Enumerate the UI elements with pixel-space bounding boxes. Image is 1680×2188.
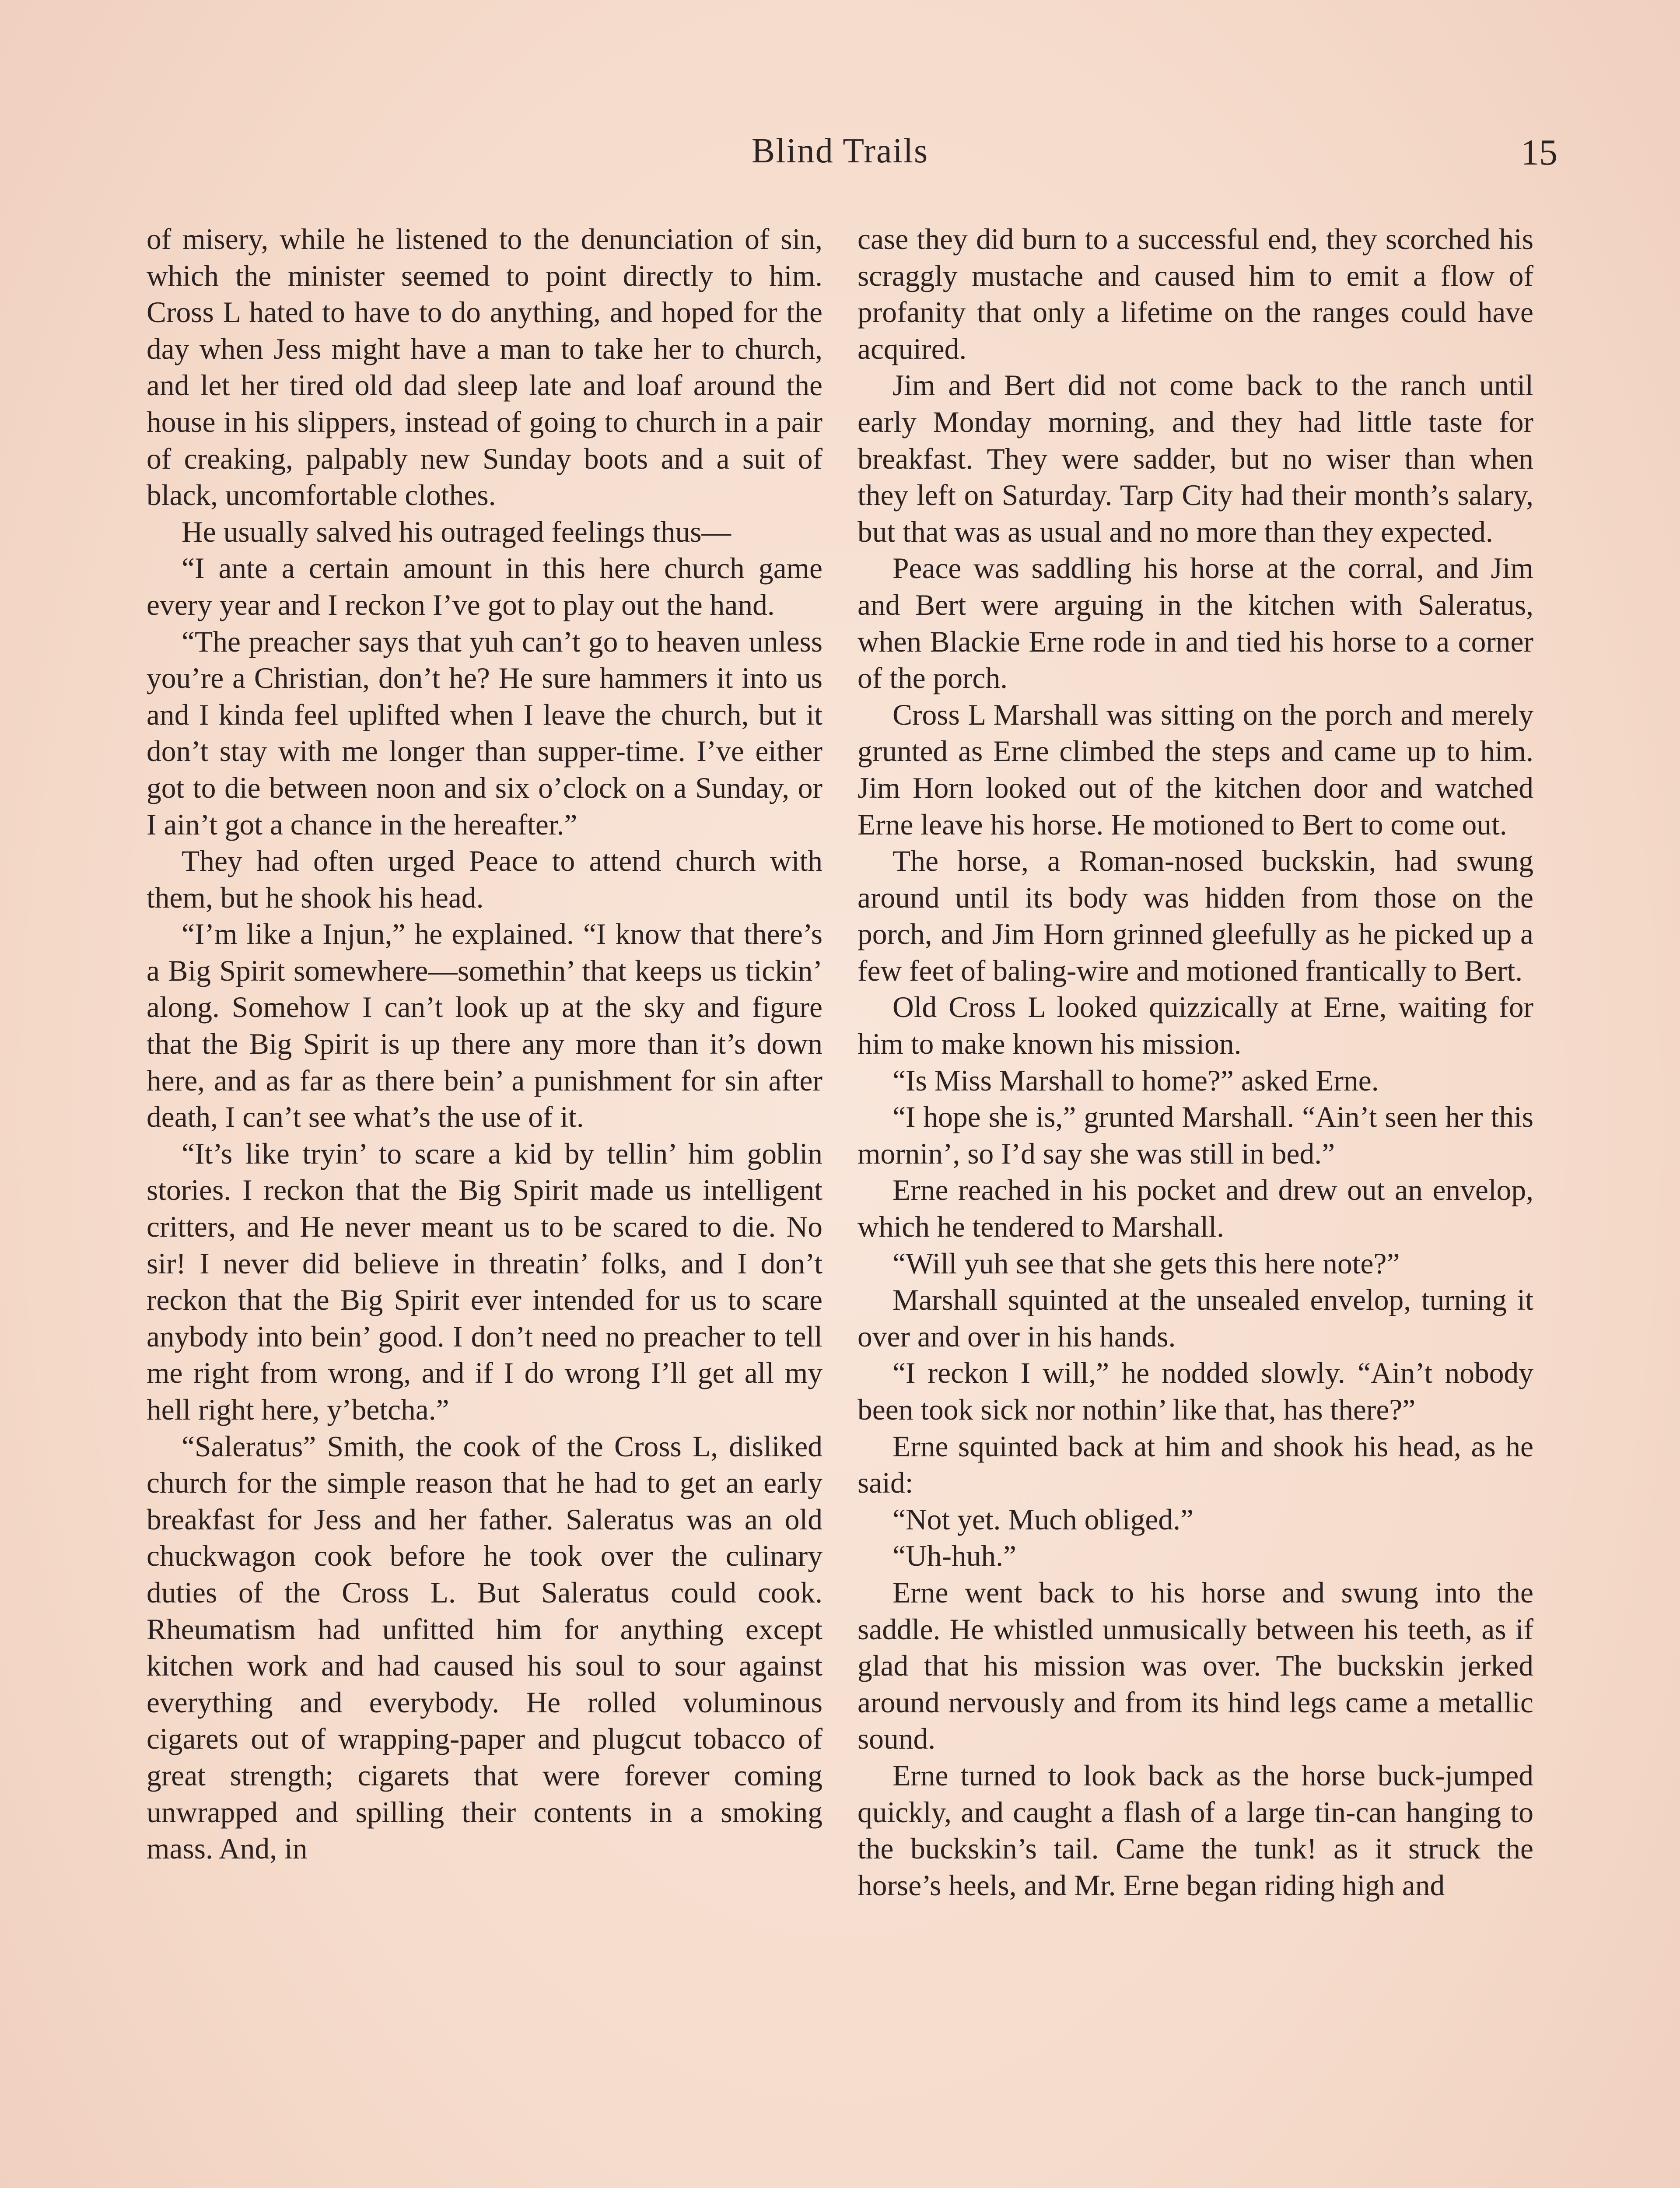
paragraph: Erne squinted back at him and shook his head, as he said:	[858, 1430, 1533, 1500]
page-number: 15	[1521, 132, 1558, 173]
paragraph: case they did burn to a successful end, they scorched his scraggly mustache and caused him to emit a flow of profanity that only a lifetime on the ranges could have acquired.	[858, 223, 1533, 365]
page-header	[0, 131, 1680, 184]
paragraph: Erne reached in his pocket and drew out an envelop, which he tendered to Marshall.	[858, 1174, 1533, 1244]
paragraph: “I’m like a Injun,” he explained. “I know that there’s a Big Spirit somewhere—somethin’ that keeps us tickin’ along. Somehow I can’t look up at the sky and figure that the Big Spirit is up there any more than it’s down here, and as far as there bein’ a punishment for sin after death, I can’t see what’s the use of it.	[147, 918, 822, 1134]
left-column	[147, 221, 822, 1867]
paragraph: “The preacher says that yuh can’t go to heaven unless you’re a Christian, don’t he? He sure hammers it into us and I kinda feel uplifted when I leave the church, but it don’t stay with me longer than supper-time. I’ve either got to die between noon and six o’clock on a Sunday, or I ain’t got a chance in the hereafter.”	[147, 625, 822, 841]
paragraph: “Uh-huh.”	[892, 1539, 1017, 1573]
paragraph: of misery, while he listened to the denunciation of sin, which the minister seemed to point directly to him. Cross L hated to have to do anything, and hoped for the day when Jess might have a man to take her to church, and let her tired old dad sleep late and loaf around the house in his slippers, instead of going to church in a pair of creaking, palpably new Sunday boots and a suit of black, uncomfortable clothes.	[147, 223, 822, 512]
paragraph: Jim and Bert did not come back to the ranch until early Monday morning, and they had little taste for breakfast. They were sadder, but no wiser than when they left on Saturday. Tarp City had their month’s salary, but that was as usual and no more than they expected.	[858, 369, 1533, 548]
paragraph: “Will yuh see that she gets this here note?”	[892, 1247, 1400, 1280]
paragraph: The horse, a Roman-nosed buckskin, had swung around until its body was hidden from those on the porch, and Jim Horn grinned gleefully as he picked up a few feet of baling-wire and motioned frantically to Bert.	[858, 845, 1533, 987]
paragraph: “Saleratus” Smith, the cook of the Cross L, disliked church for the simple reason that he had to get an early breakfast for Jess and her father. Saleratus was an old chuckwagon cook before he took over the culinary duties of the Cross L. But Saleratus could cook. Rheumatism had unfitted him for anything except kitchen work and had caused his soul to sour against everything and everybody. He rolled voluminous cigarets out of wrapping-paper and plugcut tobacco of great strength; cigarets that were forever coming unwrapped and spilling their contents in a smoking mass. And, in	[147, 1430, 822, 1865]
running-title: Blind Trails	[751, 132, 929, 170]
paragraph: Peace was saddling his horse at the corral, and Jim and Bert were arguing in the kitchen with Saleratus, when Blackie Erne rode in and tied his horse to a corner of the porch.	[858, 552, 1533, 695]
paragraph: Cross L Marshall was sitting on the porch and merely grunted as Erne climbed the steps and came up to him. Jim Horn looked out of the kitchen door and watched Erne leave his horse. He motioned to Bert to come out.	[858, 698, 1533, 841]
paragraph: “Is Miss Marshall to home?” asked Erne.	[892, 1064, 1379, 1097]
paragraph: Erne went back to his horse and swung into the saddle. He whistled unmusically between his teeth, as if glad that his mission was over. The buckskin jerked around nervously and from its hind legs came a metallic sound.	[858, 1576, 1533, 1756]
paragraph: He usually salved his outraged feelings thus—	[182, 515, 732, 548]
paragraph: “It’s like tryin’ to scare a kid by tellin’ him goblin stories. I reckon that the Big Spirit made us intelligent critters, and He never meant us to be scared to die. No sir! I never did believe in threatin’ folks, and I don’t reckon that the Big Spirit ever intended for us to scare anybody into bein’ good. I don’t need no preacher to tell me right from wrong, and if I do wrong I’ll get all my hell right here, y’betcha.”	[147, 1137, 822, 1426]
paragraph: Erne turned to look back as the horse buck-jumped quickly, and caught a flash of a large tin-can hanging to the buckskin’s tail. Came the tunk! as it struck the horse’s heels, and Mr. Erne began riding high and	[858, 1759, 1533, 1902]
paragraph: “I hope she is,” grunted Marshall. “Ain’t seen her this mornin’, so I’d say she was still in bed.”	[858, 1101, 1533, 1170]
paragraph: “I ante a certain amount in this here church game every year and I reckon I’ve got to play out the hand.	[147, 552, 822, 621]
paragraph: “I reckon I will,” he nodded slowly. “Ain’t nobody been took sick nor nothin’ like that, has there?”	[858, 1357, 1533, 1426]
paragraph: They had often urged Peace to attend church with them, but he shook his head.	[147, 845, 822, 914]
paragraph: “Not yet. Much obliged.”	[892, 1503, 1194, 1536]
paragraph: Marshall squinted at the unsealed envelop, turning it over and over in his hands.	[858, 1283, 1533, 1353]
paragraph: Old Cross L looked quizzically at Erne, waiting for him to make known his mission.	[858, 991, 1533, 1061]
right-column	[858, 221, 1533, 1904]
